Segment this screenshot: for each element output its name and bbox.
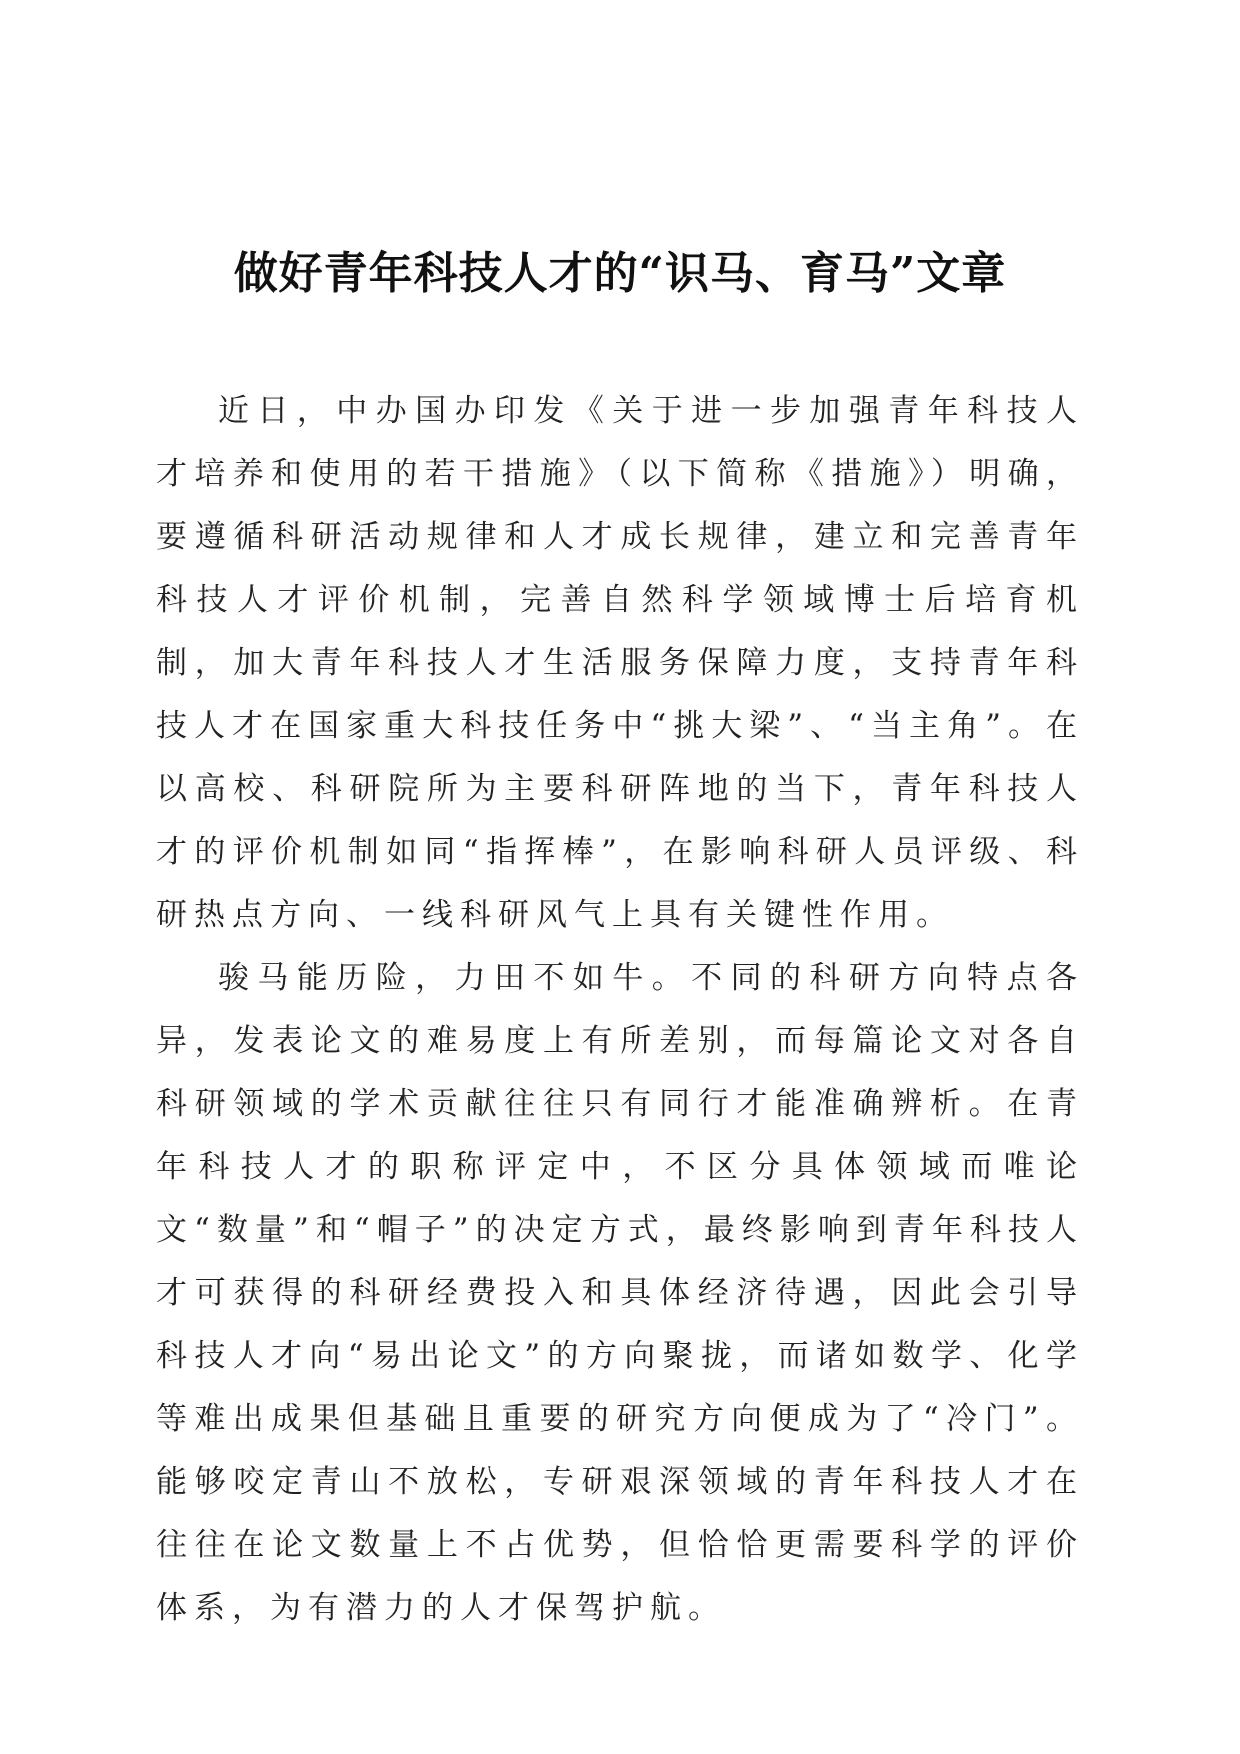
paragraph-2: 骏马能历险，力田不如牛。不同的科研方向特点各异，发表论文的难易度上有所差别，而每篇论文对各自科研领域的学术贡献往往只有同行才能准确辨析。在青年科技人才的职称评定中，不区分具体领域而唯论文“数量”和“帽子”的决定方式，最终影响到青年科技人才可获得的科研经费投入和具体经济待遇，因此会引导科技人才向“易出论文”的方向聚拢，而诸如数学、化学等难出成果但基础且重要的研究方向便成为了“冷门”。能够咬定青山不放松，专研艰深领域的青年科技人才在往往在论文数量上不占优势，但恰恰更需要科学的评价体系，为有潜力的人才保驾护航。 <box>156 960 1084 1626</box>
paragraph-1: 近日，中办国办印发《关于进一步加强青年科技人才培养和使用的若干措施》（以下简称《措施》）明确，要遵循科研活动规律和人才成长规律，建立和完善青年科技人才评价机制，完善自然科学领域博士后培育机制，加大青年科技人才生活服务保障力度，支持青年科技人才在国家重大科技任务中“挑大梁”、“当主角”。在以高校、科研院所为主要科研阵地的当下，青年科技人才的评价机制如同“指挥棒”，在影响科研人员评级、科研热点方向、一线科研风气上具有关键性作用。 <box>156 393 1084 933</box>
document-body <box>156 380 1084 1640</box>
document-title: 做好青年科技人才的“识马、育马”文章 <box>233 248 1007 299</box>
